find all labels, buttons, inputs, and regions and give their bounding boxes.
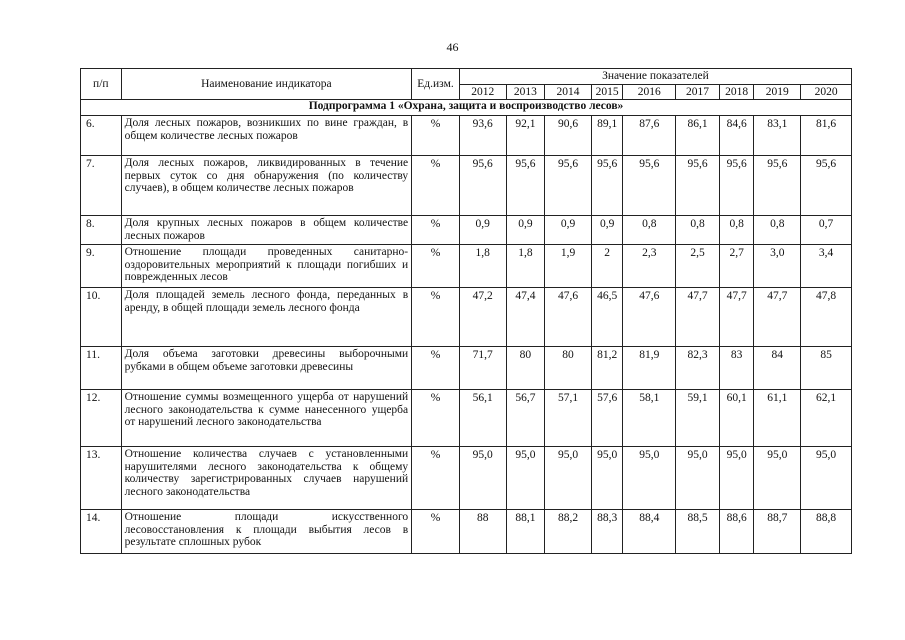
header-year: 2020 [801, 85, 852, 100]
indicator-value: 95,0 [801, 447, 852, 510]
indicator-unit: % [412, 390, 460, 447]
indicator-value: 3,4 [801, 245, 852, 288]
indicator-value: 47,7 [719, 288, 754, 347]
indicator-value: 0,9 [506, 216, 545, 245]
indicator-value: 88,1 [506, 510, 545, 554]
indicator-value: 61,1 [754, 390, 801, 447]
indicator-value: 2 [591, 245, 622, 288]
header-name: Наименование индикатора [121, 69, 412, 100]
indicator-value: 90,6 [545, 116, 592, 156]
indicator-value: 84 [754, 347, 801, 390]
indicator-value: 95,6 [506, 156, 545, 216]
indicator-value: 58,1 [623, 390, 676, 447]
indicator-value: 47,8 [801, 288, 852, 347]
indicator-value: 0,9 [545, 216, 592, 245]
indicator-value: 83,1 [754, 116, 801, 156]
indicator-unit: % [412, 288, 460, 347]
indicator-value: 83 [719, 347, 754, 390]
indicator-name: Доля лесных пожаров, ликвидированных в течение первых суток со дня обнаружения (по количеству случаев), в общем количестве лесных пожаров [121, 156, 412, 216]
header-year: 2016 [623, 85, 676, 100]
row-number: 14. [81, 510, 122, 554]
indicator-unit: % [412, 447, 460, 510]
subprogram-title: Подпрограмма 1 «Охрана, защита и воспроизводство лесов» [81, 100, 852, 116]
indicator-value: 0,9 [591, 216, 622, 245]
table-row [81, 156, 852, 216]
indicator-value: 1,9 [545, 245, 592, 288]
indicator-value: 92,1 [506, 116, 545, 156]
indicator-value: 95,0 [459, 447, 506, 510]
indicator-value: 1,8 [459, 245, 506, 288]
indicator-value: 95,0 [719, 447, 754, 510]
indicator-value: 3,0 [754, 245, 801, 288]
indicator-value: 47,7 [676, 288, 720, 347]
indicator-value: 88,4 [623, 510, 676, 554]
indicator-unit: % [412, 347, 460, 390]
indicator-name: Доля лесных пожаров, возникших по вине граждан, в общем количестве лесных пожаров [121, 116, 412, 156]
indicator-value: 57,1 [545, 390, 592, 447]
indicator-value: 60,1 [719, 390, 754, 447]
indicator-value: 47,6 [623, 288, 676, 347]
header-year: 2018 [719, 85, 754, 100]
indicator-value: 56,1 [459, 390, 506, 447]
indicator-unit: % [412, 216, 460, 245]
indicator-value: 95,6 [676, 156, 720, 216]
row-number: 9. [81, 245, 122, 288]
indicator-value: 89,1 [591, 116, 622, 156]
table-row [81, 347, 852, 390]
indicator-value: 95,0 [591, 447, 622, 510]
indicator-value: 81,2 [591, 347, 622, 390]
indicator-value: 80 [545, 347, 592, 390]
indicator-value: 95,0 [623, 447, 676, 510]
indicator-value: 46,5 [591, 288, 622, 347]
indicator-value: 88,2 [545, 510, 592, 554]
indicator-name: Отношение количества случаев с установленными нарушителями лесного законодательства к общему количеству зарегистрированных случаев нарушений лесного законодательства [121, 447, 412, 510]
indicator-value: 2,5 [676, 245, 720, 288]
header-year: 2014 [545, 85, 592, 100]
indicator-value: 87,6 [623, 116, 676, 156]
indicator-value: 0,9 [459, 216, 506, 245]
indicator-value: 0,8 [676, 216, 720, 245]
header-year: 2015 [591, 85, 622, 100]
indicator-value: 56,7 [506, 390, 545, 447]
page-number: 46 [446, 40, 459, 54]
indicator-value: 88,3 [591, 510, 622, 554]
indicator-value: 88,8 [801, 510, 852, 554]
header-year: 2019 [754, 85, 801, 100]
indicator-value: 62,1 [801, 390, 852, 447]
table-row [81, 288, 852, 347]
indicator-value: 95,6 [459, 156, 506, 216]
table-row [81, 390, 852, 447]
indicator-value: 0,7 [801, 216, 852, 245]
indicator-value: 2,7 [719, 245, 754, 288]
indicator-value: 86,1 [676, 116, 720, 156]
indicator-value: 47,7 [754, 288, 801, 347]
indicator-value: 80 [506, 347, 545, 390]
indicator-value: 0,8 [719, 216, 754, 245]
indicator-unit: % [412, 245, 460, 288]
header-unit: Ед.изм. [412, 69, 460, 100]
indicator-unit: % [412, 510, 460, 554]
indicator-name: Отношение суммы возмещенного ущерба от нарушений лесного законодательства к сумме нанесенного ущерба от нарушений лесного законодательства [121, 390, 412, 447]
table-row [81, 216, 852, 245]
indicator-name: Доля площадей земель лесного фонда, переданных в аренду, в общей площади земель лесного фонда [121, 288, 412, 347]
indicator-value: 95,6 [591, 156, 622, 216]
indicator-value: 57,6 [591, 390, 622, 447]
row-number: 11. [81, 347, 122, 390]
table-row [81, 447, 852, 510]
indicator-value: 59,1 [676, 390, 720, 447]
indicator-value: 47,6 [545, 288, 592, 347]
indicator-value: 0,8 [623, 216, 676, 245]
header-num: п/п [81, 69, 122, 100]
indicator-value: 82,3 [676, 347, 720, 390]
indicator-value: 88 [459, 510, 506, 554]
indicator-value: 81,9 [623, 347, 676, 390]
indicator-value: 95,6 [754, 156, 801, 216]
row-number: 10. [81, 288, 122, 347]
indicator-value: 88,6 [719, 510, 754, 554]
row-number: 8. [81, 216, 122, 245]
indicator-value: 95,6 [719, 156, 754, 216]
table-row [81, 510, 852, 554]
indicator-value: 95,0 [754, 447, 801, 510]
indicator-value: 1,8 [506, 245, 545, 288]
indicator-value: 71,7 [459, 347, 506, 390]
indicator-unit: % [412, 156, 460, 216]
table-row [81, 116, 852, 156]
indicator-value: 95,0 [506, 447, 545, 510]
indicator-value: 88,7 [754, 510, 801, 554]
indicator-value: 47,2 [459, 288, 506, 347]
indicator-value: 95,6 [801, 156, 852, 216]
indicator-value: 84,6 [719, 116, 754, 156]
indicator-value: 95,6 [545, 156, 592, 216]
indicator-name: Доля объема заготовки древесины выборочными рубками в общем объеме заготовки древесины [121, 347, 412, 390]
indicator-value: 95,6 [623, 156, 676, 216]
indicator-name: Доля крупных лесных пожаров в общем количестве лесных пожаров [121, 216, 412, 245]
indicator-value: 93,6 [459, 116, 506, 156]
indicator-value: 85 [801, 347, 852, 390]
row-number: 7. [81, 156, 122, 216]
row-number: 12. [81, 390, 122, 447]
indicator-name: Отношение площади проведенных санитарно-оздоровительных мероприятий к площади погибших и поврежденных лесов [121, 245, 412, 288]
indicator-value: 88,5 [676, 510, 720, 554]
indicator-value: 0,8 [754, 216, 801, 245]
indicators-table [80, 68, 852, 554]
header-year: 2017 [676, 85, 720, 100]
header-year: 2013 [506, 85, 545, 100]
indicator-value: 95,0 [676, 447, 720, 510]
indicator-value: 2,3 [623, 245, 676, 288]
indicator-value: 81,6 [801, 116, 852, 156]
table-row [81, 245, 852, 288]
row-number: 13. [81, 447, 122, 510]
indicator-name: Отношение площади искусственного лесовосстановления к площади выбытия лесов в результате сплошных рубок [121, 510, 412, 554]
indicator-value: 95,0 [545, 447, 592, 510]
header-values-title: Значение показателей [459, 69, 851, 85]
indicator-value: 47,4 [506, 288, 545, 347]
header-year: 2012 [459, 85, 506, 100]
row-number: 6. [81, 116, 122, 156]
indicator-unit: % [412, 116, 460, 156]
